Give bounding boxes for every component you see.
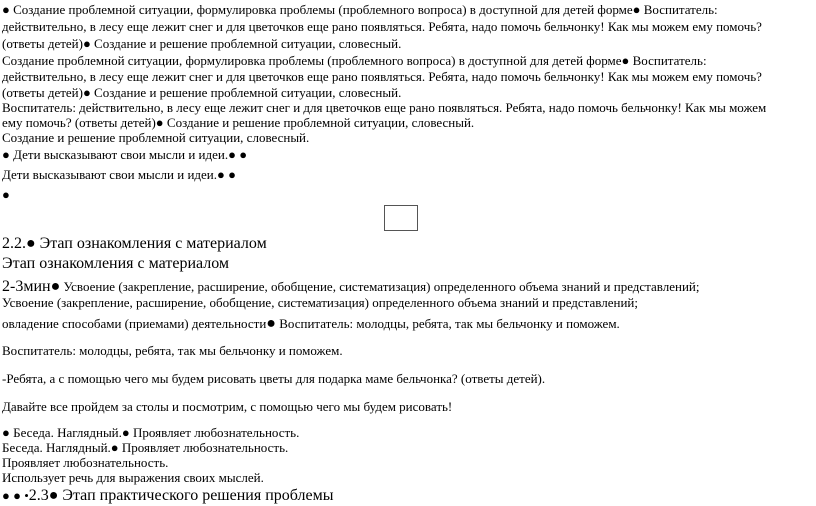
- text-line: Использует речь для выражения своих мыслей.: [2, 470, 264, 485]
- section-subheading: Этап ознакомления с материалом: [2, 255, 230, 272]
- text-line: действительно, в лесу еще лежит снег и для цветочков еще рано появляться. Ребята, надо помочь бельчонку! Как мы можем ему помочь?: [2, 69, 762, 84]
- text-line: [2, 316, 620, 332]
- text-line: действительно, в лесу еще лежит снег и для цветочков еще рано появляться. Ребята, надо помочь бельчонку! Как мы можем ему помочь?: [2, 19, 762, 34]
- bullet-marker: ●: [266, 315, 276, 332]
- text-line: Усвоение (закрепление, расширение, обобщение, систематизация) определенного объема знаний и представлений;: [2, 295, 638, 310]
- text-line: Проявляет любознательность.: [2, 455, 169, 470]
- text-segment: овладение способами (приемами) деятельности: [2, 316, 267, 331]
- text-line: Создание и решение проблемной ситуации, словесный.: [2, 130, 310, 145]
- text-line: Беседа. Наглядный.● Проявляет любознательность.: [2, 440, 289, 455]
- time-label: 2-3мин●: [2, 278, 61, 295]
- text-line: Давайте все пройдем за столы и посмотрим, с помощью чего мы будем рисовать!: [2, 399, 453, 414]
- text-line: (ответы детей)● Создание и решение проблемной ситуации, словесный.: [2, 36, 402, 51]
- text-line: Воспитатель: действительно, в лесу еще лежит снег и для цветочков еще рано появляться. Ребята, надо помочь бельчонку! Как мы можем: [2, 100, 767, 115]
- section-title: 2.3● Этап практического решения проблемы: [28, 487, 334, 504]
- bullet-marker: ● ● •: [2, 488, 29, 503]
- text-line: (ответы детей)● Создание и решение проблемной ситуации, словесный.: [2, 85, 402, 100]
- bullet-marker: ●: [2, 187, 10, 202]
- text-line: Создание проблемной ситуации, формулировка проблемы (проблемного вопроса) в доступной для детей форме● Воспитатель:: [2, 53, 707, 68]
- text-segment: Воспитатель: молодцы, ребята, так мы бельчонку и поможем.: [275, 316, 620, 331]
- text-line: -Ребята, а с помощью чего мы будем рисовать цветы для подарка маме бельчонка? (ответы детей).: [2, 371, 546, 386]
- text-line: Воспитатель: молодцы, ребята, так мы бельчонку и поможем.: [2, 343, 343, 358]
- text-line: ● Дети высказывают свои мысли и идеи.● ●: [2, 147, 248, 162]
- time-text: Усвоение (закрепление, расширение, обобщение, систематизация) определенного объема знаний и представлений;: [60, 279, 700, 294]
- empty-box: [384, 205, 418, 231]
- section-heading-2-3: [2, 488, 333, 504]
- text-line: ● Создание проблемной ситуации, формулировка проблемы (проблемного вопроса) в доступной для детей форме● Воспитатель:: [2, 2, 718, 17]
- text-line: ему помочь? (ответы детей)● Создание и решение проблемной ситуации, словесный.: [2, 115, 475, 130]
- text-line: Дети высказывают свои мысли и идеи.● ●: [2, 167, 236, 182]
- text-line: ● Беседа. Наглядный.● Проявляет любознательность.: [2, 425, 300, 440]
- time-line: [2, 279, 700, 295]
- section-heading-2-2: 2.2.● Этап ознакомления с материалом: [2, 235, 267, 252]
